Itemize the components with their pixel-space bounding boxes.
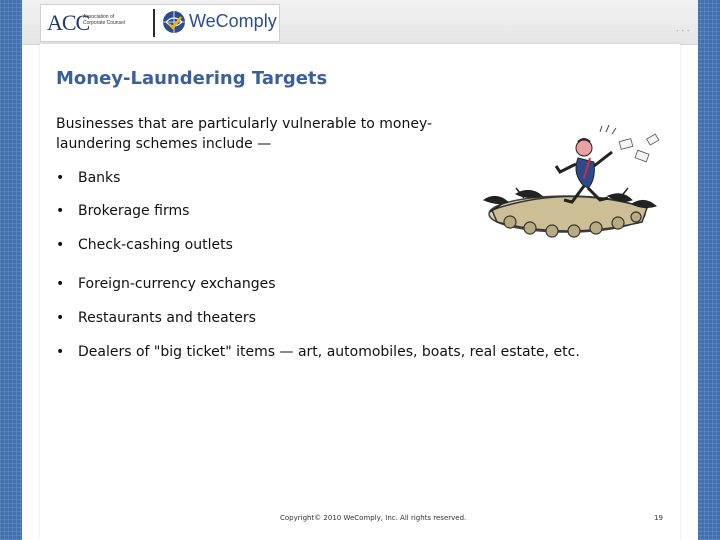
slide <box>22 0 698 540</box>
list-item <box>56 276 276 292</box>
bullet-dot: • <box>56 310 65 326</box>
bullet-text: Dealers of "big ticket" items — art, automobiles, boats, real estate, etc. <box>78 344 580 360</box>
list-item <box>56 203 189 219</box>
page-number: 19 <box>654 514 663 522</box>
list-item <box>56 344 580 360</box>
bullet-dot: • <box>56 344 65 360</box>
bullet-dot: • <box>56 237 65 253</box>
list-item <box>56 310 256 326</box>
bullet-text: Check-cashing outlets <box>78 237 233 253</box>
acc-logo-subtitle: Association of Corporate Counsel <box>83 14 125 26</box>
wecomply-logo-text: WeComply <box>189 11 277 31</box>
intro-text: Businesses that are particularly vulnerable to money-laundering schemes include — <box>56 116 433 152</box>
slide-content <box>40 44 680 540</box>
slide-title: Money-Laundering Targets <box>56 68 328 89</box>
man-on-tank-illustration <box>472 122 672 242</box>
bullet-dot: • <box>56 170 65 186</box>
list-item <box>56 170 120 186</box>
bullet-dot: • <box>56 276 65 292</box>
bullet-text: Brokerage firms <box>78 203 190 219</box>
list-item <box>56 237 233 253</box>
bullet-text: Foreign-currency exchanges <box>78 276 276 292</box>
corner-dots: • • • <box>675 28 690 35</box>
logo-box <box>40 4 280 42</box>
footer-copyright: Copyright© 2010 WeComply, Inc. All rights reserved. <box>280 514 467 522</box>
bullet-text: Restaurants and theaters <box>78 310 256 326</box>
logo-divider <box>153 9 155 37</box>
acc-logo: ACC <box>47 10 90 35</box>
header-bar <box>22 0 698 45</box>
bullet-text: Banks <box>78 170 121 186</box>
wecomply-globe-icon <box>161 9 187 35</box>
bullet-dot: • <box>56 203 65 219</box>
